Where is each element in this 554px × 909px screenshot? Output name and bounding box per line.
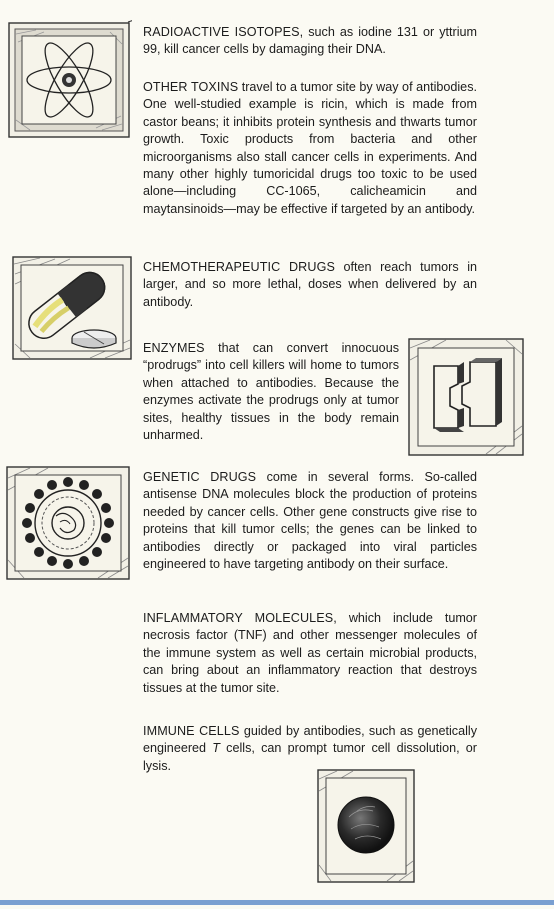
immune-cell-icon (315, 767, 417, 885)
enzyme-sketch (406, 336, 526, 458)
immune-cell-sketch (315, 767, 417, 885)
section-chemo: CHEMOTHERAPEUTIC DRUGS often reach tumors in larger, and so more lethal, doses when delivered by an antibody. (143, 260, 477, 309)
section-immune: IMMUNE CELLS guided by antibodies, such as genetically engineered T cells, can prompt tumor cell dissolution, or lysis. (143, 724, 478, 773)
section-enzymes: ENZYMES that can convert innocuous “prodrugs” into cell killers will home to tumors when attached to antibodies. Because the enzymes activate the prodrugs only at tumor sites, healthy tissues in the body remain unharmed. (143, 341, 399, 443)
section-inflammatory: INFLAMMATORY MOLECULES, which include tumor necrosis factor (TNF) and other messenger molecules of the immune system as well as certain microbial products, can bring about an inflammatory reaction that destroys tissues at the tumor site. (143, 611, 478, 695)
section-genetic: GENETIC DRUGS come in several forms. So-called antisense DNA molecules block the production of proteins needed by cancer cells. Other gene constructs give rise to proteins that kill tumor cells; the genes can be linked to antibodies directly or packaged into viral particles engineered to have targeting antibody on their surface. (143, 470, 477, 572)
section-toxins: OTHER TOXINS travel to a tumor site by way of antibodies. One well-studied example is ricin, which is made from castor beans; it inhibits protein synthesis and thwarts tumor growth. Toxic products from bacteria and other microorganisms also stall cancer cells in experiments. And many other highly tumoricidal drugs too toxic to be used alone—including CC-1065, calicheamicin and maytansinoids—may be effective if targeted by an antibody. (143, 80, 477, 216)
enzyme-block-icon (406, 336, 526, 458)
pill-sketch (10, 254, 134, 362)
virus-icon (4, 464, 132, 582)
bottom-rule (0, 900, 554, 905)
virus-sketch (4, 464, 132, 582)
section-radioactive: RADIOACTIVE ISOTOPES, such as iodine 131 or yttrium 99, kill cancer cells by damaging their DNA. (143, 25, 478, 57)
atom-sketch (6, 20, 132, 140)
atom-icon (6, 20, 132, 140)
pill-icon (10, 254, 134, 362)
